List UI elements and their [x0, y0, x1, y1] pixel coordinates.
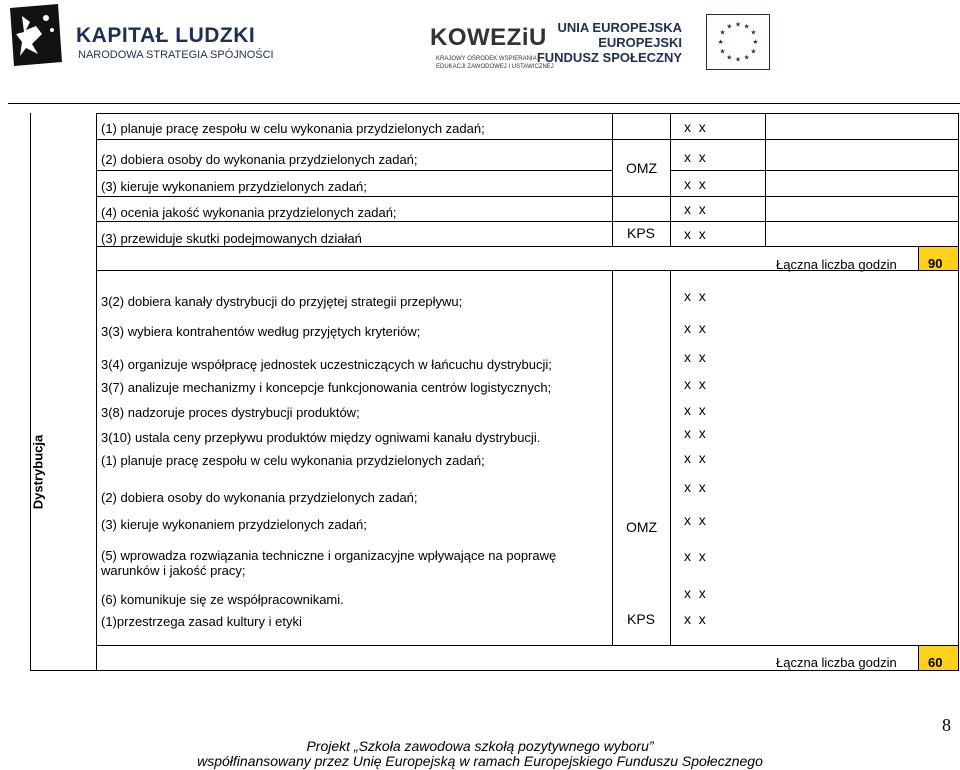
svg-text:★: ★	[734, 55, 742, 64]
s1-row-2-text: (2) dobiera osoby do wykonania przydzielonych zadań;	[101, 152, 418, 167]
ue-line-3: FUNDUSZ SPOŁECZNY	[536, 50, 682, 65]
ue-efs-logo	[536, 14, 782, 74]
s2-total-value: 60	[928, 655, 943, 670]
ue-line-2: EUROPEJSKI	[598, 35, 682, 50]
s1-top-border	[96, 113, 959, 114]
s1-col-divider-2	[670, 113, 671, 246]
kapital-ludzki-subtitle: NARODOWA STRATEGIA SPÓJNOŚCI	[78, 49, 274, 61]
kowezu-subtitle-2: EDUKACJI ZAWODOWEJ I USTAWICZNEJ	[436, 64, 554, 70]
s2-row-7-text: (1) planuje pracę zespołu w celu wykonania przydzielonych zadań;	[101, 453, 485, 468]
s2-row-6-text: 3(10) ustala ceny przepływu produktów między ogniwami kanału dystrybucji.	[101, 430, 541, 445]
s2-row-7-marks: x x	[684, 450, 706, 466]
s1-total-value: 90	[928, 256, 943, 271]
footer-line-1: Projekt „Szkoła zawodowa szkołą pozytywnego wyboru”	[306, 738, 654, 754]
s1-omz-label: OMZ	[626, 160, 658, 176]
s1-row-2-marks: x x	[684, 149, 706, 165]
s2-row-5-text: 3(8) nadzoruje proces dystrybucji produktów;	[101, 405, 360, 420]
s2-row-1-marks: x x	[684, 288, 706, 304]
s2-row-12-text: (1)przestrzega zasad kultury i etyki	[101, 614, 302, 629]
svg-text:★: ★	[719, 47, 726, 56]
s2-row-3-text: 3(4) organizuje współpracę jednostek uczestniczących w łańcuchu dystrybucji;	[101, 357, 552, 372]
s1-row-line	[96, 246, 958, 247]
s1-kps-label: KPS	[627, 225, 656, 241]
s1-row-4-text: (4) ocenia jakość wykonania przydzielonych zadań;	[101, 205, 397, 220]
s2-row-9-marks: x x	[684, 512, 706, 528]
kapital-ludzki-logo	[8, 4, 274, 66]
s2-row-11-text: (6) komunikuje się ze współpracownikami.	[101, 592, 344, 607]
s1-row-5-text: (3) przewiduje skutki podejmowanych działań	[101, 231, 362, 246]
s2-row-5-marks: x x	[684, 402, 706, 418]
s2-total-label: Łączna liczba godzin	[776, 655, 897, 670]
s1-row-4-marks: x x	[684, 201, 706, 217]
s2-row-9-text: (3) kieruje wykonaniem przydzielonych zadań;	[101, 517, 367, 532]
s1-row-line	[96, 221, 958, 222]
s2-row-2-marks: x x	[684, 320, 706, 336]
header-divider	[8, 103, 960, 104]
svg-text:★: ★	[726, 53, 733, 62]
svg-text:★: ★	[752, 37, 759, 46]
kowezu-name: KOWEZiU	[430, 24, 547, 51]
s2-row-1-text: 3(2) dobiera kanały dystrybucji do przyjętej strategii przepływu;	[101, 294, 463, 309]
s1-row-line	[96, 170, 612, 171]
s2-row-10b-text: warunków i jakość pracy;	[101, 563, 246, 578]
s2-row-10-marks: x x	[684, 548, 706, 564]
s2-omz-label: OMZ	[626, 519, 658, 535]
dystrybucja-side-label: Dystrybucja	[30, 434, 46, 510]
svg-text:★: ★	[743, 22, 750, 31]
s2-col-divider	[612, 270, 613, 645]
s2-row-11-marks: x x	[684, 585, 706, 601]
svg-text:★: ★	[750, 28, 757, 37]
s1-row-5-marks: x x	[684, 226, 706, 242]
svg-text:★: ★	[743, 53, 750, 62]
s2-row-12-marks: x x	[684, 611, 706, 627]
page-header	[0, 0, 960, 104]
s2-row-4-text: 3(7) analizuje mechanizmy i koncepcje funkcjonowania centrów logistycznych;	[101, 380, 552, 395]
s2-left-border	[96, 270, 97, 670]
page-number: 8	[942, 715, 951, 735]
kowezu-subtitle-1: KRAJOWY OŚRODEK WSPIERANIA	[436, 56, 537, 62]
svg-text:★: ★	[750, 47, 757, 56]
s2-row-4-marks: x x	[684, 376, 706, 392]
s2-row-line	[96, 645, 958, 646]
s1-col-divider-3	[765, 113, 766, 246]
s2-col-divider-2	[670, 270, 671, 645]
kapital-ludzki-title: KAPITAŁ LUDZKI	[76, 24, 256, 47]
s2-row-8-text: (2) dobiera osoby do wykonania przydzielonych zadań;	[101, 490, 418, 505]
svg-text:★: ★	[734, 20, 742, 29]
svg-text:★: ★	[717, 37, 724, 46]
s2-row-2-text: 3(3) wybiera kontrahentów według przyjętych kryteriów;	[101, 324, 421, 339]
s2-row-6-marks: x x	[684, 425, 706, 441]
s1-total-label: Łączna liczba godzin	[776, 257, 897, 272]
table-left-border	[30, 113, 31, 671]
s1-row-1-marks: x x	[684, 119, 706, 135]
s1-row-line	[96, 196, 958, 197]
ue-line-1: UNIA EUROPEJSKA	[557, 20, 682, 35]
s1-row-line	[96, 139, 958, 140]
s1-row-3-text: (3) kieruje wykonaniem przydzielonych zadań;	[101, 179, 367, 194]
s1-row-line	[670, 170, 958, 171]
s1-row-1-text: (1) planuje pracę zespołu w celu wykonania przydzielonych zadań;	[101, 121, 485, 136]
table-bottom-border	[30, 670, 959, 671]
s2-row-10-text: (5) wprowadza rozwiązania techniczne i organizacyjne wpływające na poprawę	[101, 548, 557, 563]
svg-text:★: ★	[719, 28, 726, 37]
footer-line-2: współfinansowany przez Unię Europejską w ramach Europejskiego Funduszu Społecznego	[197, 753, 763, 769]
eu-flag-icon	[706, 14, 770, 70]
s1-col-divider	[612, 113, 613, 246]
s2-row-3-marks: x x	[684, 349, 706, 365]
s1-row-3-marks: x x	[684, 176, 706, 192]
s2-row-8-marks: x x	[684, 479, 706, 495]
table-right-border	[958, 113, 959, 671]
svg-text:★: ★	[726, 22, 733, 31]
s2-kps-label: KPS	[627, 611, 656, 627]
kapital-ludzki-flag-icon	[8, 4, 64, 66]
